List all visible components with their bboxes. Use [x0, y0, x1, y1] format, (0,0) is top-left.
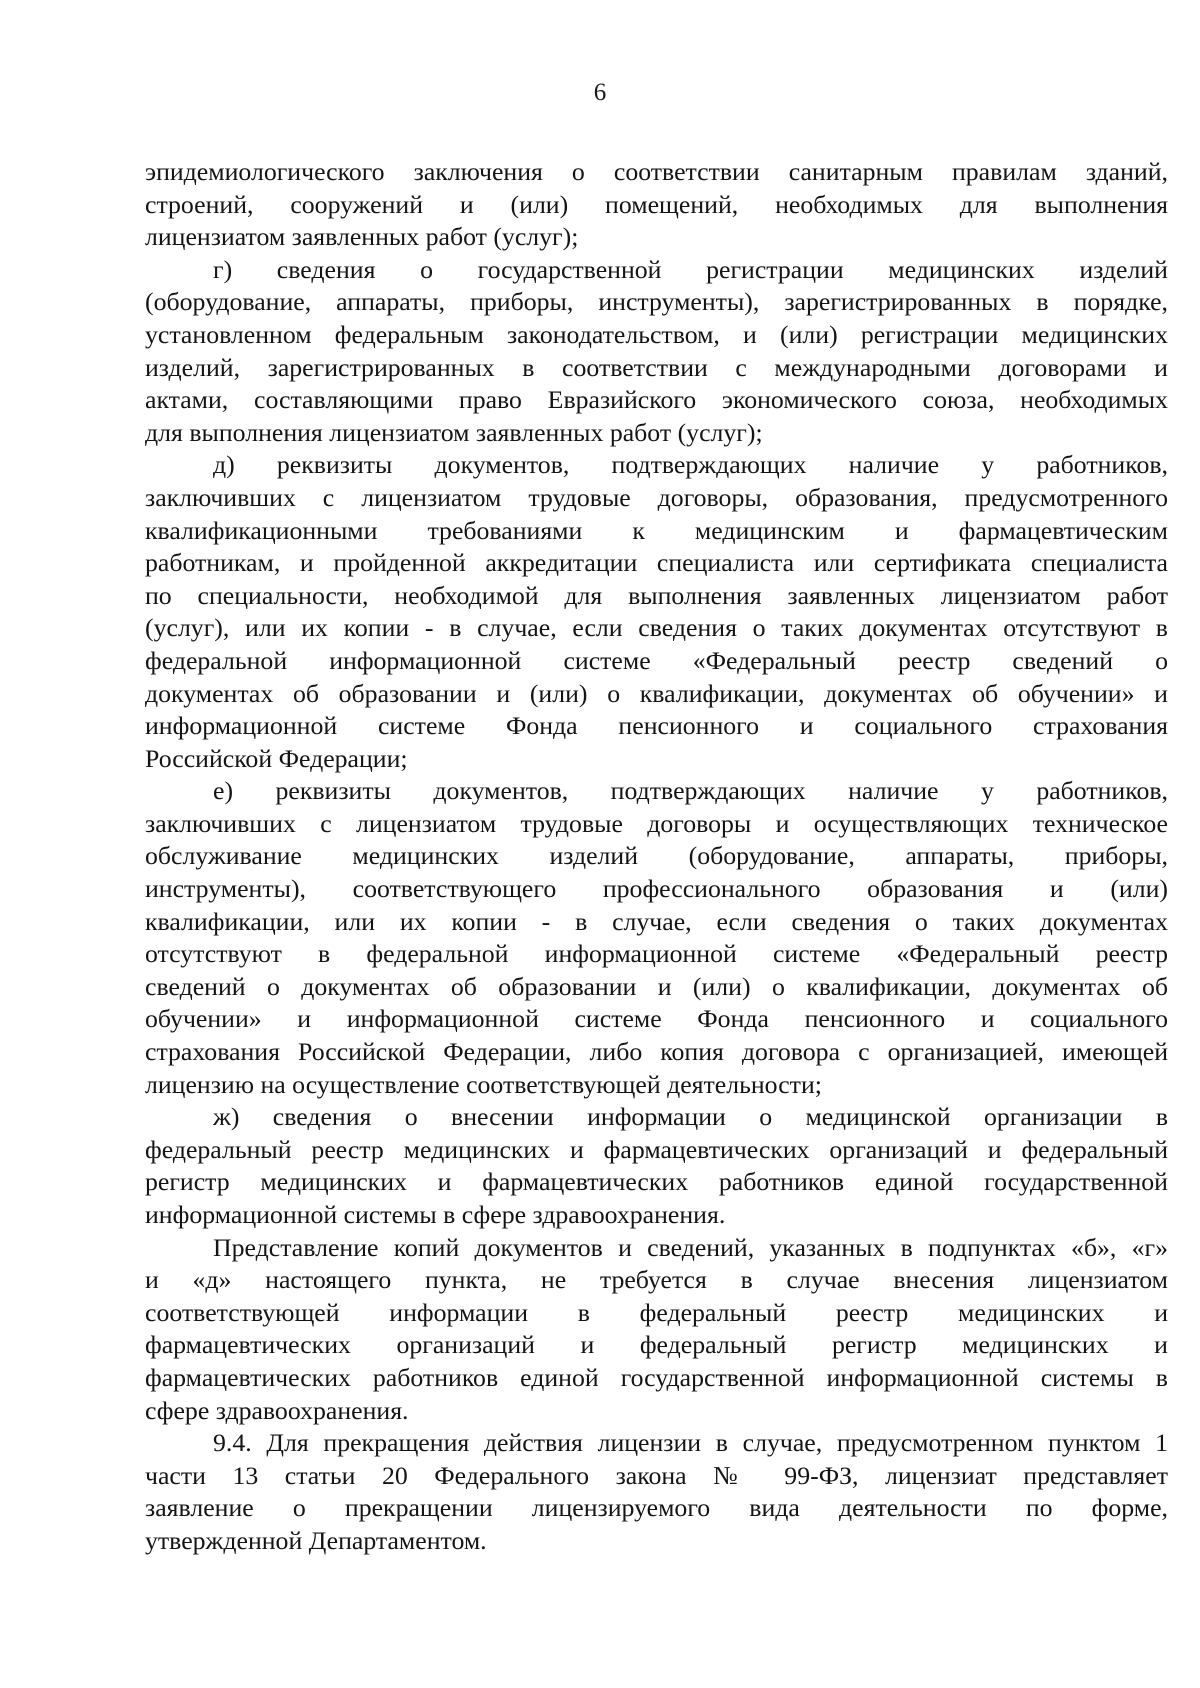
text-line: е) реквизиты документов, подтверждающих наличие у работников,	[213, 776, 1168, 806]
text-line: обслуживание медицинских изделий (оборудование, аппараты, приборы,	[145, 841, 1168, 871]
text-line: установленном федеральным законодательством, и (или) регистрации медицинских	[145, 319, 1168, 349]
text-line: г) сведения о государственной регистрации медицинских изделий	[213, 254, 1168, 284]
text-line: квалификационными требованиями к медицинским и фармацевтическим	[145, 515, 1168, 545]
page-number: 6	[593, 79, 607, 106]
text-line: обучении» и информационной системе Фонда пенсионного и социального	[145, 1004, 1168, 1034]
text-line: лицензиатом заявленных работ (услуг);	[145, 222, 579, 252]
text-line: страхования Российской Федерации, либо копия договора с организацией, имеющей	[145, 1037, 1168, 1067]
text-line: сведений о документах об образовании и (или) о квалификации, документах об	[145, 971, 1168, 1001]
body-text	[145, 156, 1168, 1558]
text-line: фармацевтических работников единой государственной информационной системы в	[145, 1362, 1168, 1392]
text-line: информационной системы в сфере здравоохранения.	[145, 1200, 726, 1229]
text-line: части 13 статьи 20 Федерального закона № 99-ФЗ, лицензиат представляет	[145, 1460, 1168, 1490]
text-line: работникам, и пройденной аккредитации специалиста или сертификата специалиста	[145, 548, 1168, 578]
text-line: (оборудование, аппараты, приборы, инструменты), зарегистрированных в порядке,	[145, 287, 1168, 317]
text-line: фармацевтических организаций и федеральный регистр медицинских и	[145, 1330, 1168, 1360]
text-line: изделий, зарегистрированных в соответствии с международными договорами и	[145, 352, 1168, 382]
text-line: заключивших с лицензиатом трудовые договоры и осуществляющих техническое	[145, 808, 1168, 838]
text-line: соответствующей информации в федеральный реестр медицинских и	[145, 1297, 1168, 1327]
text-line: для выполнения лицензиатом заявленных работ (услуг);	[145, 417, 763, 447]
text-line: по специальности, необходимой для выполнения заявленных лицензиатом работ	[145, 580, 1168, 610]
text-line: регистр медицинских и фармацевтических работников единой государственной	[145, 1167, 1168, 1197]
text-line: Российской Федерации;	[145, 743, 408, 773]
text-line: и «д» настоящего пункта, не требуется в случае внесения лицензиатом	[145, 1265, 1168, 1295]
text-line: информационной системе Фонда пенсионного и социального страхования	[145, 711, 1168, 741]
text-line: строений, сооружений и (или) помещений, необходимых для выполнения	[145, 189, 1168, 219]
text-line: актами, составляющими право Евразийского экономического союза, необходимых	[145, 385, 1168, 415]
text-line: документах об образовании и (или) о квалификации, документах об обучении» и	[145, 678, 1168, 708]
text-line: д) реквизиты документов, подтверждающих наличие у работников,	[213, 450, 1168, 480]
text-line: (услуг), или их копии - в случае, если сведения о таких документах отсутствуют в	[145, 613, 1168, 643]
text-line: федеральной информационной системе «Федеральный реестр сведений о	[145, 645, 1168, 675]
text-line: лицензию на осуществление соответствующей деятельности;	[145, 1069, 822, 1099]
text-line: ж) сведения о внесении информации о медицинской организации в	[213, 1102, 1168, 1132]
text-line: сфере здравоохранения.	[145, 1395, 409, 1425]
text-line: 9.4. Для прекращения действия лицензии в случае, предусмотренном пунктом 1	[213, 1428, 1168, 1458]
text-line: утвержденной Департаментом.	[145, 1525, 487, 1555]
text-line: инструменты), соответствующего профессионального образования и (или)	[145, 874, 1168, 904]
text-line: Представление копий документов и сведений, указанных в подпунктах «б», «г»	[213, 1232, 1168, 1262]
text-line: заявление о прекращении лицензируемого вида деятельности по форме,	[145, 1493, 1168, 1523]
text-line: отсутствуют в федеральной информационной системе «Федеральный реестр	[145, 939, 1168, 969]
text-line: эпидемиологического заключения о соответствии санитарным правилам зданий,	[145, 157, 1168, 186]
text-line: квалификации, или их копии - в случае, если сведения о таких документах	[145, 906, 1168, 936]
text-line: федеральный реестр медицинских и фармацевтических организаций и федеральный	[145, 1134, 1168, 1164]
text-line: заключивших с лицензиатом трудовые договоры, образования, предусмотренного	[145, 482, 1168, 512]
